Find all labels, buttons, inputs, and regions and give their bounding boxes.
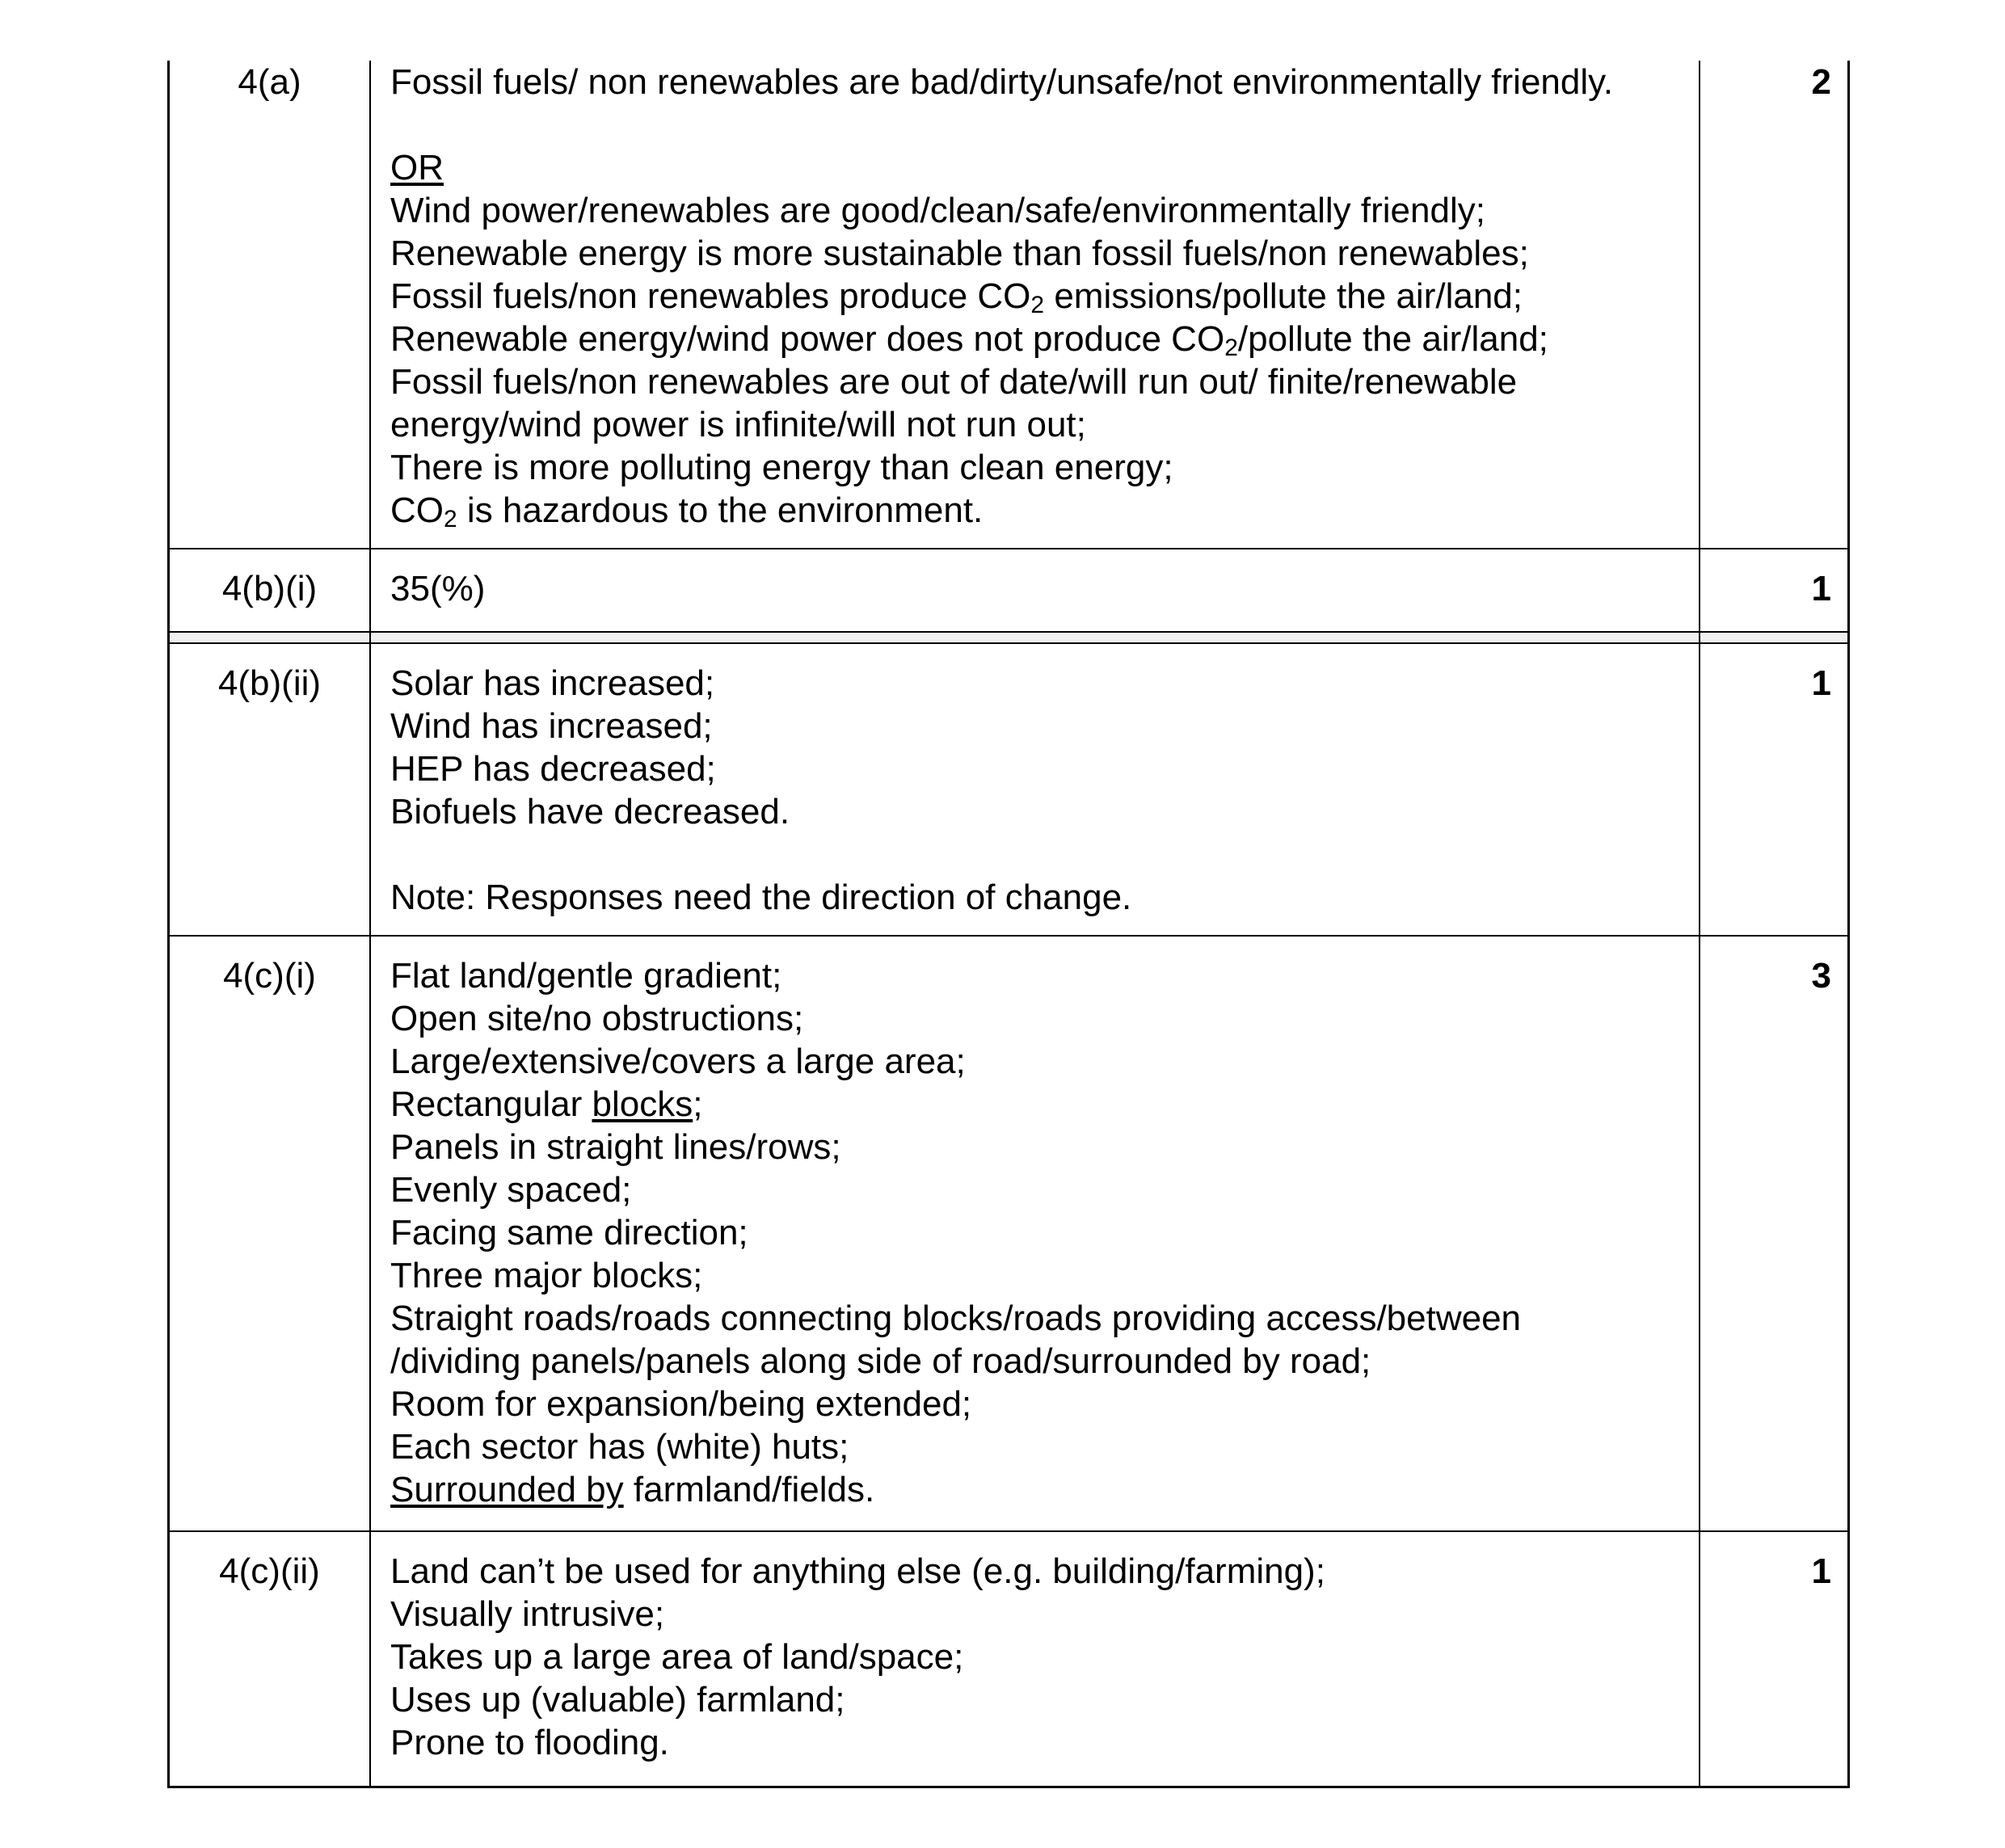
table-row bbox=[170, 548, 1847, 631]
answer-line: Uses up (valuable) farmland; bbox=[390, 1680, 845, 1720]
answer-line: Biofuels have decreased. bbox=[390, 792, 790, 831]
answer-line: Open site/no obstructions; bbox=[390, 999, 804, 1038]
answer-line-co2 bbox=[390, 318, 1679, 360]
question-number: 4(c)(ii) bbox=[170, 1532, 371, 1786]
text-fragment: /pollute the air/land; bbox=[1237, 319, 1548, 359]
subscript: 2 bbox=[1224, 335, 1238, 361]
answer-line-or: OR bbox=[390, 148, 444, 187]
question-number: 4(a) bbox=[170, 61, 371, 548]
answer-line: 35(%) bbox=[390, 569, 486, 608]
answer-line: Wind power/renewables are good/clean/safe/environmentally friendly; bbox=[390, 191, 1485, 230]
answer-line: Visually intrusive; bbox=[390, 1594, 665, 1634]
answer-line-underlined bbox=[390, 1468, 1679, 1511]
answer-line: Straight roads/roads connecting blocks/roads providing access/between bbox=[390, 1299, 1522, 1338]
answer-line: Each sector has (white) huts; bbox=[390, 1427, 849, 1467]
answer-line: Fossil fuels/non renewables are out of date/will run out/ finite/renewable bbox=[390, 362, 1518, 402]
answer-line: HEP has decreased; bbox=[390, 749, 716, 789]
answer-line: Evenly spaced; bbox=[390, 1170, 632, 1210]
question-number: 4(b)(i) bbox=[170, 549, 371, 631]
answer-cell bbox=[371, 1532, 1700, 1786]
text-fragment: Rectangular bbox=[390, 1084, 592, 1124]
text-fragment: emissions/pollute the air/land; bbox=[1044, 276, 1523, 316]
text-fragment: Fossil fuels/non renewables produce CO bbox=[390, 276, 1031, 316]
answer-line-co2 bbox=[390, 489, 1679, 532]
answer-cell bbox=[371, 61, 1700, 548]
answer-cell bbox=[371, 549, 1700, 631]
text-fragment: farmland/fields. bbox=[623, 1470, 875, 1509]
text-fragment: Renewable energy/wind power does not produce CO bbox=[390, 319, 1225, 359]
answer-line: energy/wind power is infinite/will not run out; bbox=[390, 405, 1086, 444]
answer-line: Flat land/gentle gradient; bbox=[390, 956, 782, 996]
text-fragment: CO bbox=[390, 490, 444, 530]
answer-line: Panels in straight lines/rows; bbox=[390, 1127, 841, 1167]
marks-cell: 1 bbox=[1811, 569, 1831, 608]
answer-note: Note: Responses need the direction of change. bbox=[390, 878, 1132, 917]
answer-line: There is more polluting energy than clean energy; bbox=[390, 448, 1173, 487]
marks-cell: 3 bbox=[1811, 956, 1831, 996]
answer-line: /dividing panels/panels along side of road/surrounded by road; bbox=[390, 1341, 1371, 1381]
separator-cell bbox=[170, 633, 371, 644]
row-separator bbox=[170, 631, 1847, 642]
marks-cell: 1 bbox=[1811, 1551, 1831, 1591]
answer-line: Takes up a large area of land/space; bbox=[390, 1637, 964, 1677]
answer-line: Fossil fuels/ non renewables are bad/dirty/unsafe/not environmentally friendly. bbox=[390, 62, 1614, 102]
answer-line-underlined bbox=[390, 1083, 1679, 1126]
blank-line bbox=[390, 833, 1679, 876]
marks-cell: 2 bbox=[1811, 62, 1831, 102]
text-fragment: ; bbox=[693, 1084, 703, 1124]
underlined-text: blocks bbox=[592, 1084, 693, 1124]
answer-line: Room for expansion/being extended; bbox=[390, 1384, 972, 1424]
underlined-text: Surrounded by bbox=[390, 1470, 624, 1509]
separator-cell bbox=[371, 633, 1700, 644]
separator-cell bbox=[1700, 633, 1847, 644]
subscript: 2 bbox=[1030, 292, 1045, 318]
answer-line: Large/extensive/covers a large area; bbox=[390, 1042, 966, 1081]
answer-line-co2 bbox=[390, 275, 1679, 318]
answer-cell bbox=[371, 644, 1700, 935]
table-row bbox=[170, 1530, 1847, 1786]
answer-cell bbox=[371, 937, 1700, 1530]
answer-line: Facing same direction; bbox=[390, 1213, 748, 1252]
question-number: 4(b)(ii) bbox=[170, 644, 371, 935]
subscript: 2 bbox=[444, 506, 457, 533]
mark-scheme-table bbox=[167, 61, 1850, 1788]
blank-line bbox=[390, 103, 1679, 146]
answer-line: Wind has increased; bbox=[390, 706, 713, 746]
answer-line: Renewable energy is more sustainable than fossil fuels/non renewables; bbox=[390, 234, 1529, 273]
question-number: 4(c)(i) bbox=[170, 937, 371, 1530]
table-row bbox=[170, 642, 1847, 935]
table-row bbox=[170, 935, 1847, 1530]
table-row bbox=[170, 61, 1847, 548]
marks-cell: 1 bbox=[1811, 663, 1831, 703]
text-fragment: is hazardous to the environment. bbox=[457, 490, 984, 530]
answer-line: Solar has increased; bbox=[390, 663, 715, 703]
answer-line: Prone to flooding. bbox=[390, 1723, 669, 1762]
answer-line: Land can’t be used for anything else (e.g. building/farming); bbox=[390, 1551, 1325, 1591]
answer-line: Three major blocks; bbox=[390, 1256, 703, 1295]
